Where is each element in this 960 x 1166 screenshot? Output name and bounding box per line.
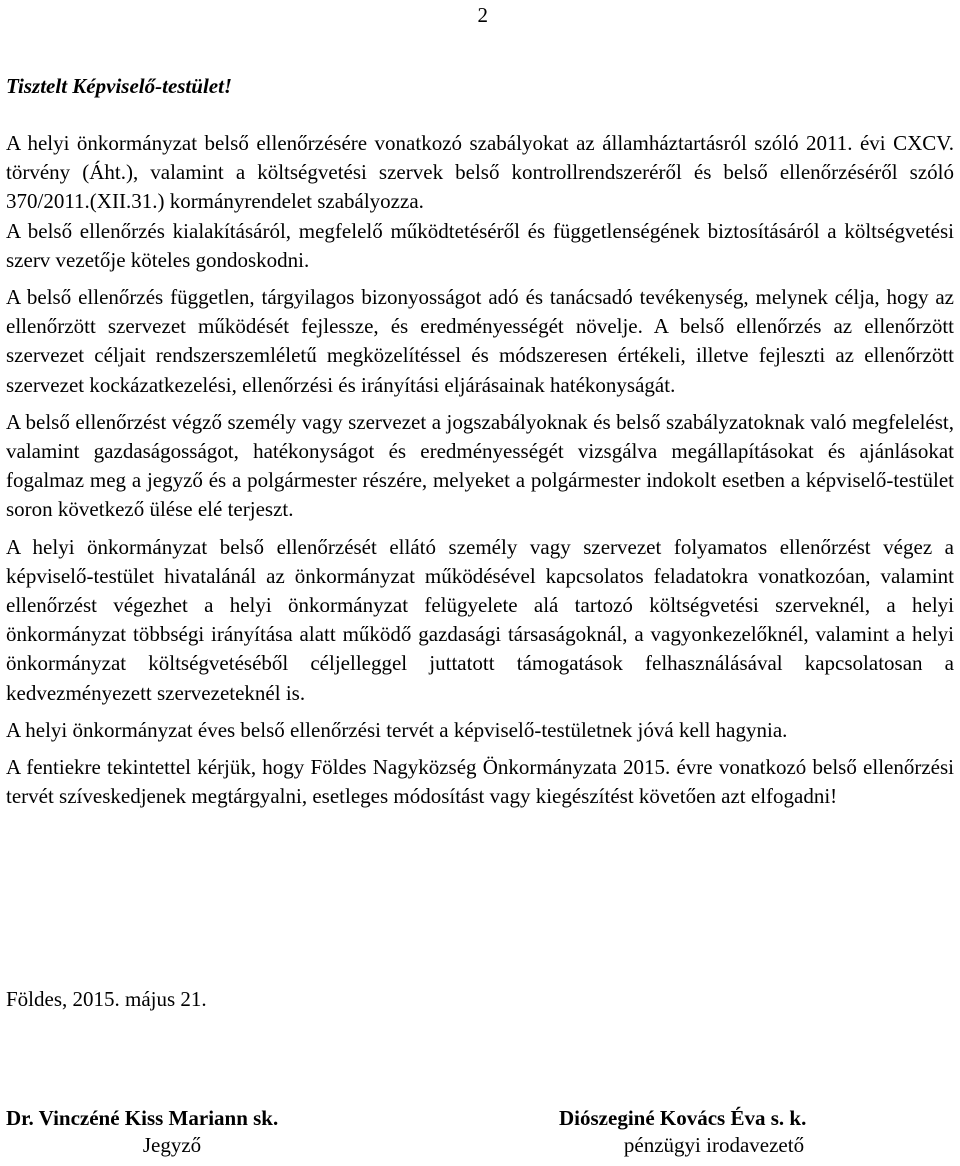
- paragraph-findings: A belső ellenőrzést végző személy vagy szervezet a jogszabályoknak és belső szabályzatoknak való megfelelést, valamint gazdaságosságot, hatékonyságot és eredményességét vizsgálva megállapításokat és ajánlásokat fogalmaz meg a jegyző és a polgármester részére, melyeket a polgármester indokolt esetben a képviselő-testület soron következő ülése elé terjeszt.: [6, 409, 954, 522]
- signature-role: pénzügyi irodavezető: [623, 1133, 805, 1157]
- paragraph-definition: A belső ellenőrzés független, tárgyilagos bizonyosságot adó és tanácsadó tevékenység, melynek célja, hogy az ellenőrzött szervezet működését fejlessze, és eredményességét növelje. A belső ellenőrzés az ellenőrzött szervezet céljait rendszerszemléletű megközelítéssel és módszeresen értékeli, illetve fejleszti az ellenőrzött szervezet kockázatkezelési, ellenőrzési és irányítási eljárásainak hatékonyságát.: [6, 285, 954, 397]
- paragraph-annual-plan: A helyi önkormányzat éves belső ellenőrzési tervét a képviselő-testületnek jóvá kell hagynia.: [6, 717, 788, 742]
- signature-block-finance-head: [559, 1105, 869, 1159]
- paragraph-responsibility: A belső ellenőrzés kialakításáról, megfelelő működtetéséről és függetlenségének biztosításáról a költségvetési szerv vezetője köteles gondoskodni.: [6, 218, 954, 272]
- document-page: [6, 0, 954, 1166]
- signature-role: Jegyző: [142, 1133, 202, 1157]
- place-date: Földes, 2015. május 21.: [6, 987, 207, 1011]
- paragraph-legal-basis: A helyi önkormányzat belső ellenőrzésére vonatkozó szabályokat az államháztartásról szóló 2011. évi CXCV. törvény (Áht.), valamint a költségvetési szervek belső kontrollrendszeréről és belső ellenőrzéséről szóló 370/2011.(XII.31.) kormányrendelet szabályozza.: [6, 131, 954, 214]
- signature-name: Dr. Vinczéné Kiss Mariann sk.: [6, 1106, 279, 1130]
- signature-block-notary: [6, 1105, 338, 1159]
- page-number: 2: [477, 3, 488, 27]
- paragraph-scope: A helyi önkormányzat belső ellenőrzését ellátó személy vagy szervezet folyamatos ellenőrzést végez a képviselő-testület hivatalánál az önkormányzat működésével kapcsolatos feladatokra vonatkozóan, valamint ellenőrzést végezhet a helyi önkormányzat felügyelete alá tartozó költségvetési szerveknél, a helyi önkormányzat többségi irányítása alatt működő gazdasági társaságoknál, a vagyonkezelőknél, valamint a helyi önkormányzat költségvetéséből céljelleggel juttatott támogatások felhasználásával kapcsolatosan a kedvezményezett szervezeteknél is.: [6, 534, 954, 705]
- signature-name: Diószeginé Kovács Éva s. k.: [559, 1106, 807, 1130]
- letter-body: [6, 129, 954, 811]
- salutation: Tisztelt Képviselő-testület!: [6, 74, 233, 98]
- paragraph-request: A fentiekre tekintettel kérjük, hogy Földes Nagyközség Önkormányzata 2015. évre vonatkozó belső ellenőrzési tervét szíveskedjenek megtárgyalni, esetleges módosítást vagy kiegészítést követően azt elfogadni!: [6, 755, 954, 809]
